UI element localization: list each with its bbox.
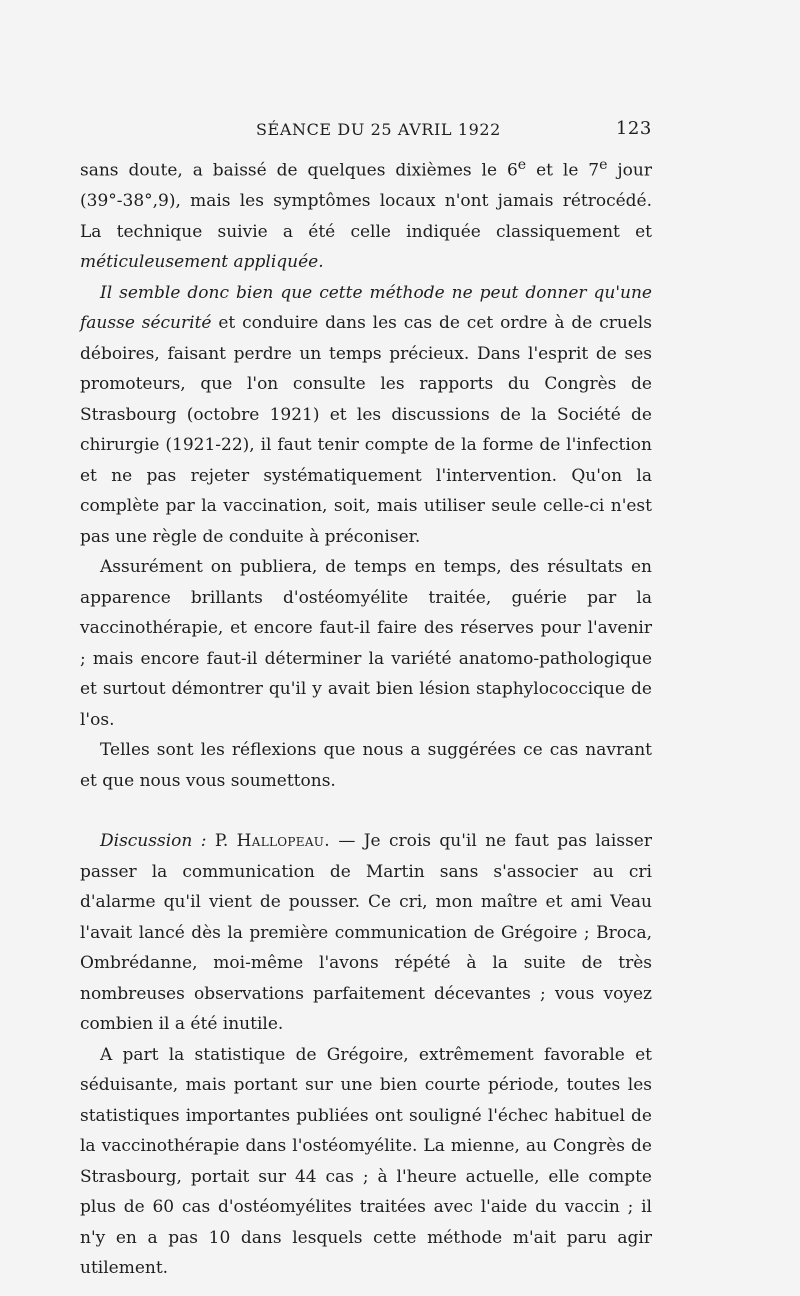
paragraph-1-text-a: sans doute, a baissé de quelques dixièmes le 6 [80, 160, 518, 181]
paragraph-4: Telles sont les réflexions que nous a suggérées ce cas navrant et que nous vous soumettons. [80, 740, 652, 791]
discussion-speaker-prefix: P. [206, 831, 237, 852]
paragraph-2-italic: Il semble donc bien que cette méthode ne peut donner qu'une fausse sécurité [80, 282, 652, 334]
paragraph-2-text: et conduire dans les cas de cet ordre à de cruels déboires, faisant perdre un temps précieux. Dans l'esprit de ses promoteurs, que l'on consulte les rapports du Congrès de Strasbourg (octobre 1921) et les discussions de la Société de chirurgie (1921-22), il faut tenir compte de la forme de l'infection et ne pas rejeter systématiquement l'intervention. Qu'on la complète par la vaccination, soit, mais utiliser seule celle-ci n'est pas une règle de conduite à préconiser. [80, 313, 653, 547]
ordinal-superscript-2: e [599, 157, 608, 173]
paragraph-gap [80, 796, 652, 826]
paragraph-1-text-c: jour (39°-38°,9), mais les symptômes locaux n'ont jamais rétrocédé. La technique suivie a été celle indiquée classiquement et [80, 160, 652, 242]
discussion-text: — Je crois qu'il ne faut pas laisser passer la communication de Martin sans s'associer au cri d'alarme qu'il vient de pousser. Ce cri, mon maître et ami Veau l'avait lancé dès la première communication de Grégoire ; Broca, Ombrédanne, moi-même l'avons répété à la suite de très nombreuses observations parfaitement décevantes ; vous voyez combien il a été inutile. [80, 831, 652, 1035]
running-header [80, 118, 652, 142]
discussion-label: Discussion : [100, 831, 207, 852]
paragraph-1-text-b: et le 7 [526, 160, 600, 181]
paragraph-1-italic: méticuleusement appliquée. [80, 252, 324, 273]
ordinal-superscript-1: e [517, 157, 527, 173]
discussion-paragraph [80, 826, 652, 1040]
discussion-speaker-name: Hallopeau. [236, 831, 330, 852]
header-title: SÉANCE DU 25 AVRIL 1922 [256, 120, 501, 139]
main-text [80, 150, 652, 1284]
paragraph-1 [80, 150, 652, 278]
paragraph-6: A part la statistique de Grégoire, extrêmement favorable et séduisante, mais portant sur une bien courte période, toutes les statistiques importantes publiées ont souligné l'échec habituel de la vaccinothérapie dans l'ostéomyélite. La mienne, au Congrès de Strasbourg, portait sur 44 cas ; à l'heure actuelle, elle compte plus de 60 cas d'ostéomyélites traitées avec l'aide du vaccin ; il n'y en a pas 10 dans lesquels cette méthode m'ait paru agir utilement. [80, 1044, 652, 1279]
paragraph-3: Assurément on publiera, de temps en temps, des résultats en apparence brillants d'ostéomyélite traitée, guérie par la vaccinothérapie, et encore faut-il faire des réserves pour l'avenir ; mais encore faut-il déterminer la variété anatomo-pathologique et surtout démontrer qu'il y avait bien lésion staphylococcique de l'os. [80, 557, 652, 730]
page-number: 123 [615, 118, 652, 139]
paragraph-2 [80, 278, 652, 553]
